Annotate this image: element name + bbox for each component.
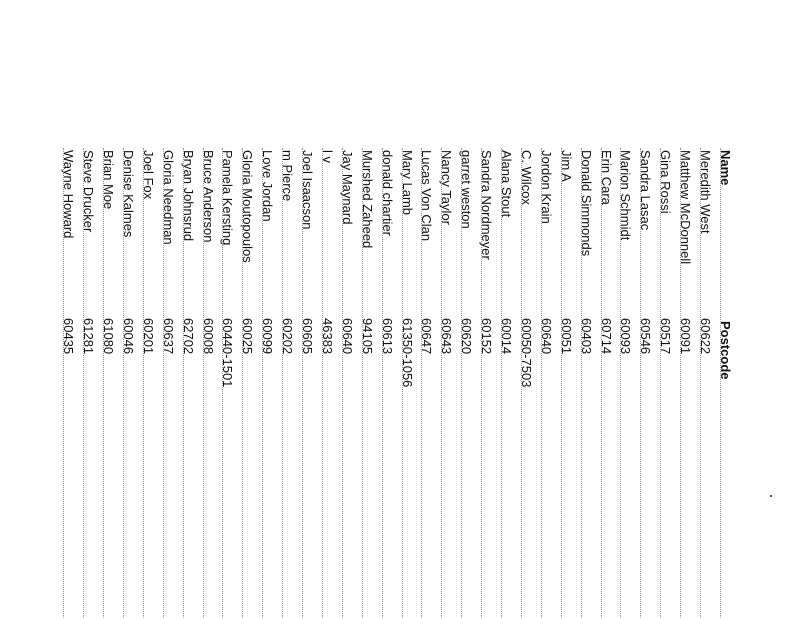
row-postcode: 60099: [260, 318, 276, 355]
row-name: Murshed Zaheed: [359, 150, 375, 249]
row-name: Jordon Krain: [538, 150, 554, 224]
row-name: Lucas Von Clan: [419, 150, 435, 242]
row-postcode: 60008: [200, 318, 216, 355]
row-name: l v: [320, 150, 335, 163]
table-row: [257, 148, 277, 618]
row-name: Nancy Taylor: [439, 150, 455, 225]
table-row: [138, 148, 158, 618]
table-row: [556, 148, 576, 618]
dotted-rule: [660, 148, 661, 618]
row-name: Meredith West: [698, 150, 714, 234]
table-row: [218, 148, 238, 618]
row-postcode: 60403: [578, 318, 594, 355]
dotted-rule: [621, 148, 622, 618]
row-name: Bruce Anderson: [200, 150, 216, 243]
dotted-rule: [322, 148, 323, 618]
dotted-rule: [561, 148, 562, 618]
header-name: Name: [718, 150, 733, 186]
row-name: Joel Isaacson: [300, 150, 316, 230]
row-name: Mary Lamb: [399, 150, 415, 216]
table-row: [397, 148, 417, 618]
row-postcode: 60440-1501: [220, 318, 236, 388]
row-postcode: 61281: [81, 318, 97, 355]
dotted-rule: [362, 148, 363, 618]
row-name: Bryan Johnsrud: [180, 150, 196, 242]
dotted-rule: [302, 148, 303, 618]
row-postcode: 60051: [558, 318, 574, 355]
row-name: Steve Drucker: [81, 150, 97, 233]
row-name: Denise Kalmes: [121, 150, 136, 238]
table-row: [456, 148, 476, 618]
table-row: [417, 148, 437, 618]
dotted-rule: [422, 148, 423, 618]
rotated-document-page: [55, 148, 735, 618]
row-postcode: 60046: [121, 318, 136, 355]
table-row: [78, 148, 98, 618]
row-postcode: 60201: [140, 318, 156, 355]
row-name: Wayne Howard: [61, 150, 77, 239]
row-name: Jay Maynard: [339, 150, 355, 225]
row-postcode: 61080: [101, 318, 117, 355]
dotted-rule: [501, 148, 502, 618]
row-name: m Pierce: [280, 150, 296, 202]
row-postcode: 60014: [499, 318, 515, 355]
table-row: [655, 148, 675, 618]
row-name: Sandra Lasac: [638, 150, 654, 231]
row-name: Alana Stout: [499, 150, 515, 218]
row-postcode: 60202: [280, 318, 296, 355]
row-name: Donald Simmonds: [578, 150, 594, 257]
dotted-rule: [680, 148, 681, 618]
table-row: [317, 148, 337, 618]
dotted-rule: [541, 148, 542, 618]
row-postcode: 60025: [240, 318, 256, 355]
table-row: [496, 148, 516, 618]
table-row: [357, 148, 377, 618]
dotted-rule: [342, 148, 343, 618]
row-name: Jim A: [558, 150, 574, 182]
row-postcode: 60435: [61, 318, 77, 355]
row-name: Gloria Needman: [160, 150, 176, 245]
table-row: [237, 148, 257, 618]
table-row: [58, 148, 78, 618]
row-name: Erin Cara: [598, 150, 614, 205]
table-row: [98, 148, 118, 618]
row-postcode: 60093: [618, 318, 634, 355]
dotted-rule: [700, 148, 701, 618]
table-row: [635, 148, 655, 618]
row-name: Pamela Kersting: [220, 150, 236, 246]
dotted-rule: [83, 148, 84, 618]
row-postcode: 62702: [180, 318, 196, 355]
row-postcode: 60620: [459, 318, 475, 355]
row-postcode: 60640: [538, 318, 554, 355]
header-postcode: Postcode: [718, 321, 733, 380]
table-row: [198, 148, 218, 618]
row-name: Marion Schmidt: [618, 150, 634, 241]
dotted-rule: [262, 148, 263, 618]
row-postcode: 46383: [320, 318, 335, 355]
row-name: Gloria Moutopoulos: [240, 150, 256, 263]
table-row: [616, 148, 636, 618]
dotted-rule: [203, 148, 204, 618]
dotted-rule: [640, 148, 641, 618]
table-row: [576, 148, 596, 618]
row-postcode: 60517: [658, 318, 674, 355]
dotted-rule: [163, 148, 164, 618]
dotted-rule: [382, 148, 383, 618]
table-header-row: [715, 148, 735, 618]
row-name: Joel Fox: [140, 150, 156, 200]
dotted-rule: [720, 148, 721, 618]
dotted-rule: [481, 148, 482, 618]
row-name: C. Wilcox: [519, 150, 534, 205]
table-row: [178, 148, 198, 618]
dotted-rule: [143, 148, 144, 618]
dotted-rule: [601, 148, 602, 618]
dotted-rule: [63, 148, 64, 618]
dotted-rule: [581, 148, 582, 618]
table-row: [516, 148, 536, 618]
row-postcode: 60050-7503: [519, 318, 534, 388]
row-name: donald chartier: [379, 150, 395, 236]
table-row: [436, 148, 456, 618]
dotted-rule: [402, 148, 403, 618]
row-postcode: 94105: [359, 318, 375, 355]
row-postcode: 60643: [439, 318, 455, 355]
row-postcode: 60546: [638, 318, 654, 355]
row-postcode: 61350-1056: [399, 318, 415, 388]
row-name: Gina Rossi: [658, 150, 674, 214]
row-postcode: 60640: [339, 318, 355, 355]
table-row: [695, 148, 715, 618]
table-row: [277, 148, 297, 618]
table-row: [476, 148, 496, 618]
table-row: [675, 148, 695, 618]
row-postcode: 60647: [419, 318, 435, 355]
row-postcode: 60714: [598, 318, 614, 355]
row-name: Matthew McDonnell: [678, 150, 694, 265]
table-row: [596, 148, 616, 618]
scan-speck: [770, 495, 772, 497]
table-row: [118, 148, 138, 618]
row-postcode: 60613: [379, 318, 395, 355]
row-name: Sandra Nordmeyer: [479, 150, 495, 260]
dotted-rule: [441, 148, 442, 618]
dotted-rule: [123, 148, 124, 618]
table-row: [377, 148, 397, 618]
table-row: [297, 148, 317, 618]
dotted-rule: [242, 148, 243, 618]
table-row: [337, 148, 357, 618]
table-row: [158, 148, 178, 618]
row-postcode: 60152: [479, 318, 495, 355]
row-postcode: 60091: [678, 318, 694, 355]
row-postcode: 60637: [160, 318, 176, 355]
dotted-rule: [282, 148, 283, 618]
dotted-rule: [223, 148, 224, 618]
row-postcode: 60605: [300, 318, 316, 355]
row-postcode: 60622: [698, 318, 714, 355]
dotted-rule: [183, 148, 184, 618]
row-name: garret weston: [459, 150, 475, 229]
dotted-rule: [103, 148, 104, 618]
row-name: Love Jordan: [260, 150, 276, 222]
table-row: [536, 148, 556, 618]
dotted-rule: [521, 148, 522, 618]
row-name: Brian Moe: [101, 150, 117, 210]
dotted-rule: [461, 148, 462, 618]
